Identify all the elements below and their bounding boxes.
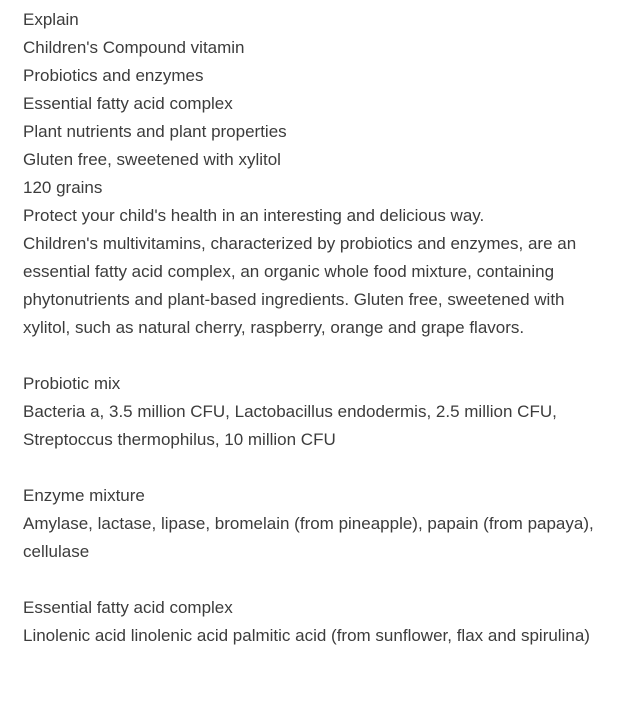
section-body-enzyme: Amylase, lactase, lipase, bromelain (from pineapple), papain (from papaya), cellulase [23, 514, 594, 561]
feature-fatty-acid: Essential fatty acid complex [23, 94, 233, 113]
spacer [23, 454, 606, 482]
feature-gluten-free: Gluten free, sweetened with xylitol [23, 150, 281, 169]
product-count: 120 grains [23, 178, 103, 197]
section-body-probiotic: Bacteria a, 3.5 million CFU, Lactobacillus endodermis, 2.5 million CFU, Streptoccus thermophilus, 10 million CFU [23, 402, 557, 449]
section-body-fatty-acid: Linolenic acid linolenic acid palmitic acid (from sunflower, flax and spirulina) [23, 626, 590, 645]
product-name: Children's Compound vitamin [23, 38, 245, 57]
feature-probiotics: Probiotics and enzymes [23, 66, 204, 85]
explain-label: Explain [23, 10, 79, 29]
section-heading-fatty-acid: Essential fatty acid complex [23, 598, 233, 617]
tagline: Protect your child's health in an interesting and delicious way. [23, 206, 485, 225]
spacer [23, 566, 606, 594]
feature-plant-nutrients: Plant nutrients and plant properties [23, 122, 287, 141]
section-heading-probiotic: Probiotic mix [23, 374, 121, 393]
description-paragraph: Children's multivitamins, characterized by probiotics and enzymes, are an essential fatty acid complex, an organic whole food mixture, containing phytonutrients and plant-based ingredients. Gluten free, sweetened with xylitol, such as natural cherry, raspberry, orange and grape flavors. [23, 234, 577, 337]
spacer [23, 342, 606, 370]
section-heading-enzyme: Enzyme mixture [23, 486, 145, 505]
